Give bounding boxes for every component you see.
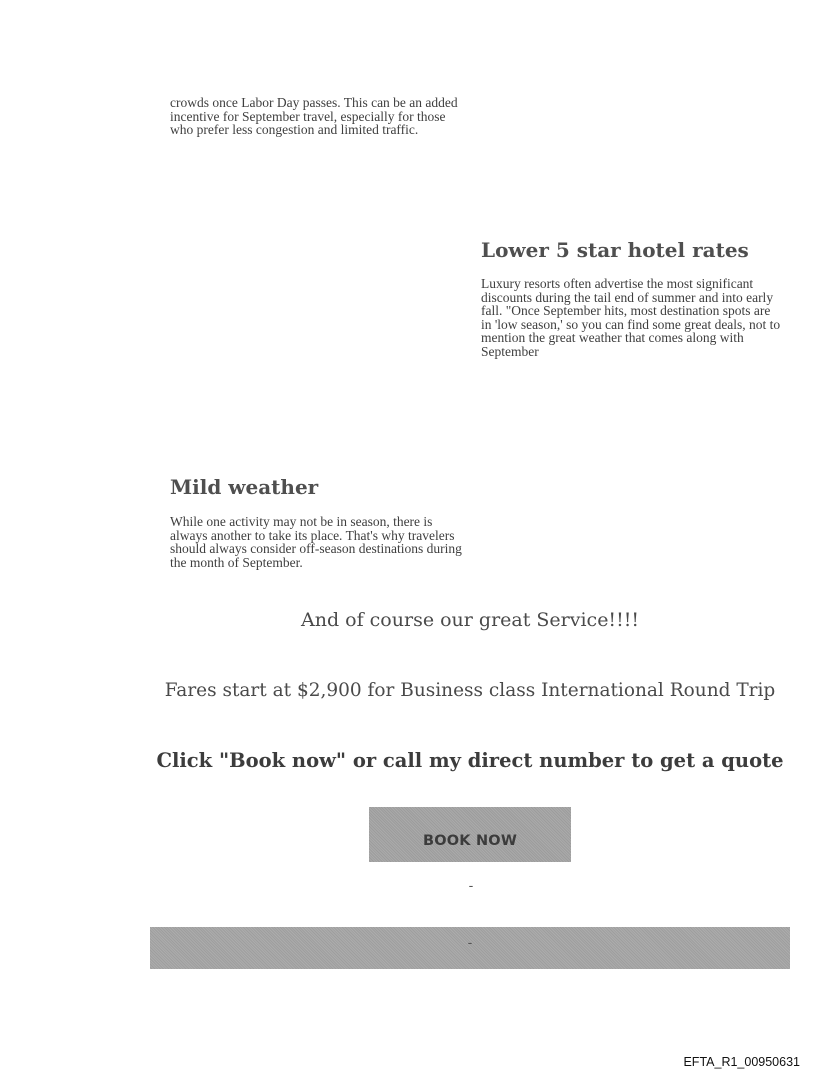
separator-dash: - [468, 879, 474, 894]
hotel-rates-paragraph: Luxury resorts often advertise the most significant discounts during the tail end of summer and into early fall. "Once September hits, most destination spots are in 'low season,' so you can find some great deals, not to mention the great weather that comes along with September [481, 276, 781, 359]
footer-dash: - [467, 936, 473, 951]
mild-weather-paragraph: While one activity may not be in season, there is always another to take its place. That's why travelers should always consider off-season destinations during the month of September. [170, 514, 462, 570]
fares-line: Fares start at $2,900 for Business class International Round Trip [164, 680, 776, 701]
crowds-paragraph: crowds once Labor Day passes. This can be an added incentive for September travel, especially for those who prefer less congestion and limited traffic. [170, 95, 458, 137]
book-now-button[interactable] [369, 807, 571, 862]
mild-weather-heading: Mild weather [170, 475, 319, 499]
hotel-rates-heading: Lower 5 star hotel rates [481, 238, 749, 262]
book-now-label: BOOK NOW [422, 833, 518, 849]
document-id: EFTA_R1_00950631 [683, 1055, 800, 1069]
footer-bar [150, 927, 790, 969]
service-line: And of course our great Service!!!! [301, 609, 639, 631]
call-to-action-heading: Click "Book now" or call my direct number to get a quote [156, 749, 784, 772]
